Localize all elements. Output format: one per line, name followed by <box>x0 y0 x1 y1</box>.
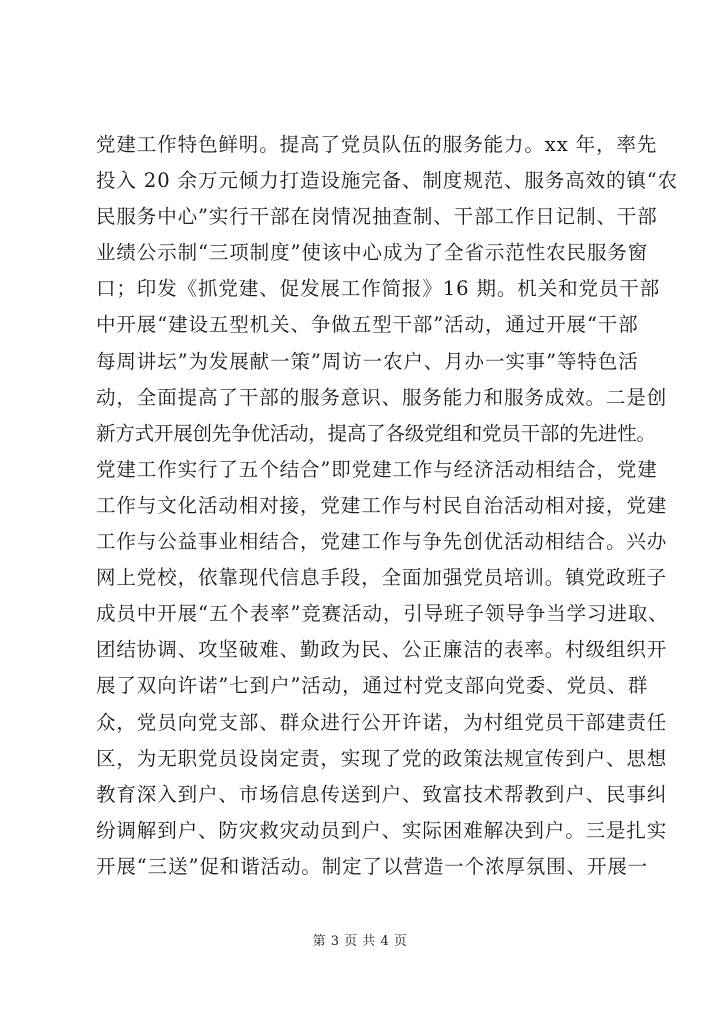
text-line: 区，为无职党员设岗定责，实现了党的政策法规宣传到户、思想 <box>96 746 668 770</box>
text-line: 展了双向许诺”七到户”活动，通过村党支部向党委、党员、群 <box>96 674 649 698</box>
text-line: 投入 20 余万元倾力打造设施完备、制度规范、服务高效的镇“农 <box>96 169 679 193</box>
text-line: 工作与公益事业相结合，党建工作与争先创优活动相结合。兴办 <box>96 530 668 554</box>
text-line: 团结协调、攻坚破难、勤政为民、公正廉洁的表率。村级组织开 <box>96 638 668 662</box>
text-line: 网上党校，依靠现代信息手段，全面加强党员培训。镇党政班子 <box>96 566 668 590</box>
text-line: 中开展“建设五型机关、争做五型干部”活动，通过开展“干部 <box>96 313 639 337</box>
text-line: 口；印发《抓党建、促发展工作简报》16 期。机关和党员干部 <box>96 277 661 301</box>
text-line: 动，全面提高了干部的服务意识、服务能力和服务成效。二是创 <box>96 385 668 409</box>
text-line: 纷调解到户、防灾救灾动员到户、实际困难解决到户。三是扎实 <box>96 818 668 842</box>
text-line: 开展“三送”促和谐活动。制定了以营造一个浓厚氛围、开展一 <box>96 854 649 878</box>
text-line: 党建工作实行了五个结合”即党建工作与经济活动相结合，党建 <box>96 457 658 481</box>
text-line: 党建工作特色鲜明。提高了党员队伍的服务能力。xx 年，率先 <box>96 133 658 156</box>
text-line: 民服务中心”实行干部在岗情况抽查制、干部工作日记制、干部 <box>96 205 658 229</box>
text-line: 每周讲坛”为发展献一策”周访一农户、月办一实事”等特色活 <box>96 349 639 373</box>
page-number: 第 3 页 共 4 页 <box>312 934 408 949</box>
text-line: 工作与文化活动相对接，党建工作与村民自治活动相对接，党建 <box>96 493 668 517</box>
text-line: 教育深入到户、市场信息传送到户、致富技术帮教到户、民事纠 <box>96 782 668 806</box>
text-line: 新方式开展创先争优活动，提高了各级党组和党员干部的先进性。 <box>96 421 656 445</box>
text-line: 成员中开展“五个表率”竞赛活动，引导班子领导争当学习进取、 <box>96 602 669 626</box>
text-line: 众，党员向党支部、群众进行公开许诺，为村组党员干部建责任 <box>96 710 668 734</box>
text-line: 业绩公示制“三项制度”使该中心成为了全省示范性农民服务窗 <box>96 241 649 265</box>
body-text <box>96 127 679 885</box>
